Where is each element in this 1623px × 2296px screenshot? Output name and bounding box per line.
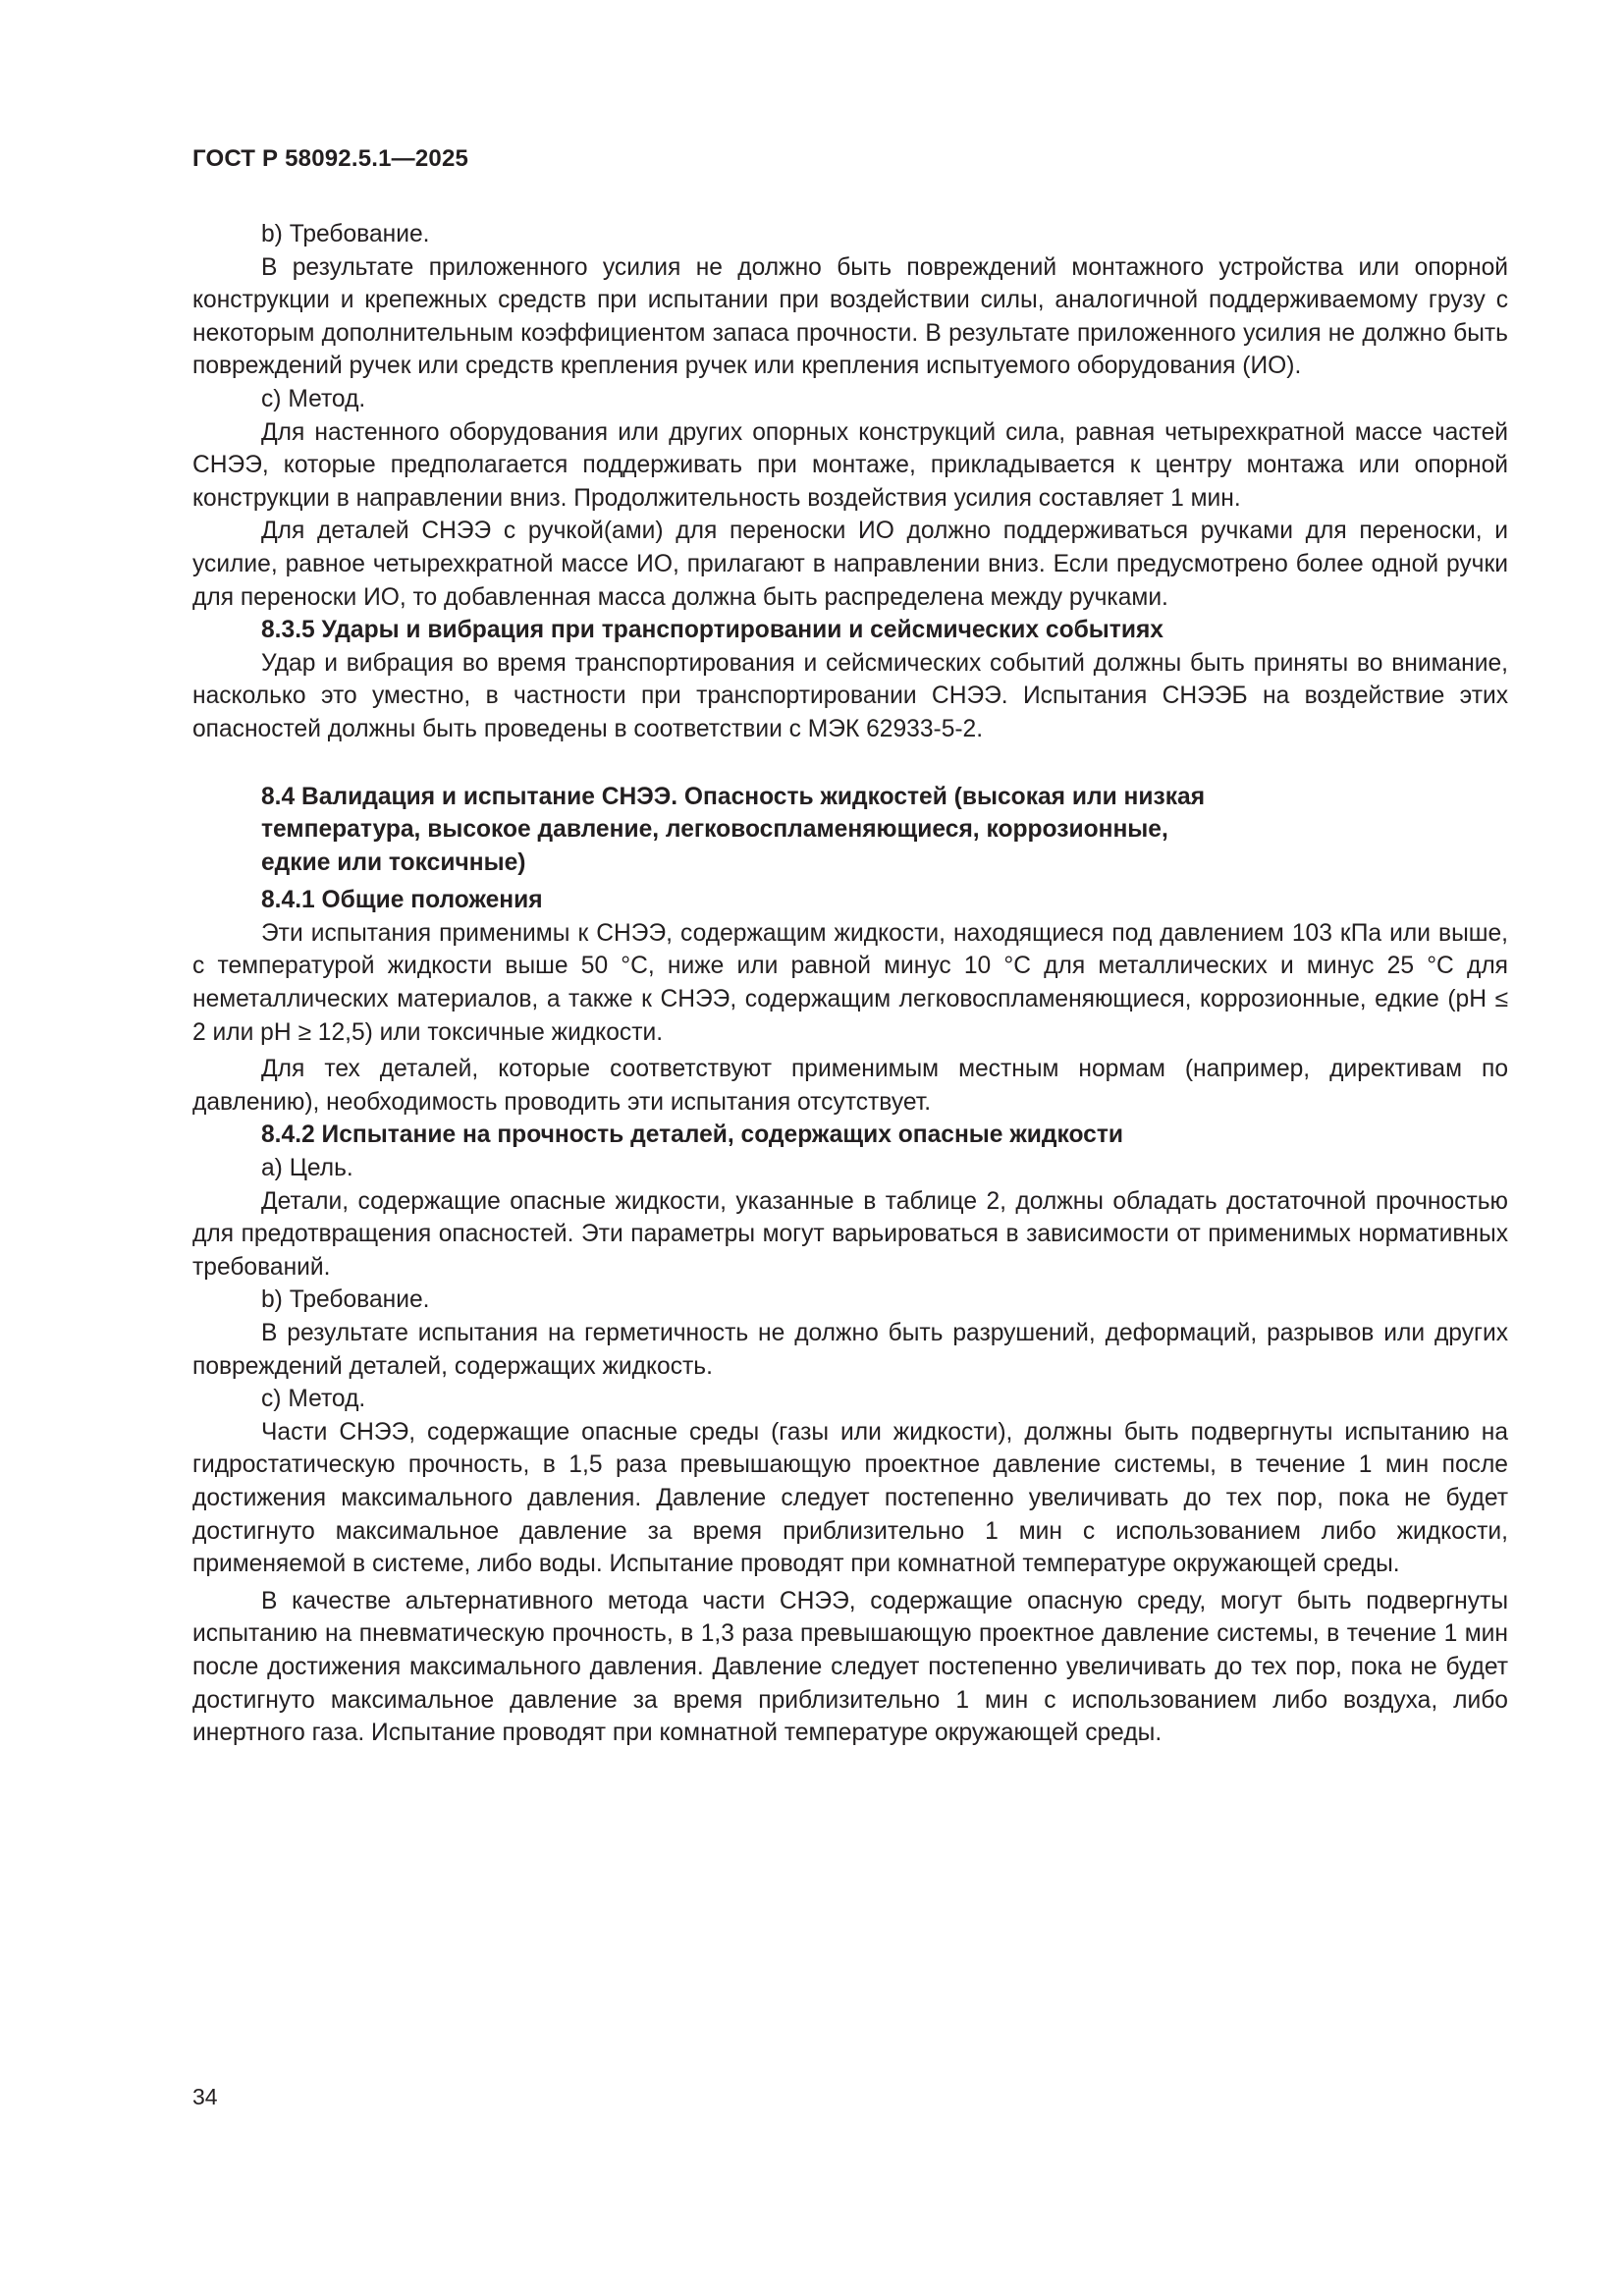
paragraph-pneumatic-test: В качестве альтернативного метода части СНЭЭ, содержащие опасную среду, могут быть подвергнуты испытанию на пневматическую прочность, в 1,3 раза превышающую проектное давление системы, в течение 1 мин после достижения максимального давления. Давление следует постепенно увеличивать до тех пор, пока не будет достигнуто максимальное давление за время приблизительно 1 мин с использованием либо воздуха, либо инертного газа. Испытание проводят при комнатной температуре окружающей среды. [192, 1587, 1508, 1747]
section-heading-8-4-2: 8.4.2 Испытание на прочность деталей, содержащих опасные жидкости [261, 1121, 1124, 1149]
section-heading-8-4-line-2: температура, высокое давление, легковоспламеняющиеся, коррозионные, [261, 816, 1168, 844]
paragraph-applicability: Эти испытания применимы к СНЭЭ, содержащим жидкости, находящиеся под давлением 103 кПа или выше, с температурой жидкости выше 50 °С, ниже или равной минус 10 °С для металлических и минус 25 °С для неметаллических материалов, а также к СНЭЭ, содержащим легковоспламеняющиеся, коррозионные, едкие (pH ≤ 2 или pH ≥ 12,5) или токсичные жидкости. [192, 919, 1508, 1046]
paragraph-requirement-label: b) Требование. [261, 221, 430, 247]
section-heading-8-4-line-3: едкие или токсичные) [261, 848, 526, 876]
paragraph-requirement-label-2: b) Требование. [261, 1286, 430, 1314]
section-heading-8-3-5: 8.3.5 Удары и вибрация при транспортировании и сейсмических событиях [261, 617, 1163, 644]
paragraph-goal-label: a) Цель. [261, 1155, 353, 1182]
paragraph-method-wall-equipment: Для настенного оборудования или других опорных конструкций сила, равная четырехкратной массе частей СНЭЭ, которые предполагается поддерживать при монтаже, прикладывается к центру монтажа или опорной конструкции в направлении вниз. Продолжительность воздействия усилия составляет 1 мин. [192, 418, 1508, 512]
paragraph-requirement-text: В результате приложенного усилия не должно быть повреждений монтажного устройства или опорной конструкции и крепежных средств при испытании при воздействии силы, аналогичной поддерживаемому грузу с некоторым дополнительным коэффициентом запаса прочности. В результате приложенного усилия не должно быть повреждений ручек или средств крепления ручек или крепления испытуемого оборудования (ИО). [192, 253, 1508, 380]
section-heading-8-4 [192, 781, 1508, 880]
paragraph-goal-text: Детали, содержащие опасные жидкости, указанные в таблице 2, должны обладать достаточной прочностью для предотвращения опасностей. Эти параметры могут варьироваться в зависимости от применимых нормативных требований. [192, 1187, 1508, 1281]
paragraph-hydrostatic-test: Части СНЭЭ, содержащие опасные среды (газы или жидкости), должны быть подвергнуты испытанию на гидростатическую прочность, в 1,5 раза превышающую проектное давление системы, в течение 1 мин после достижения максимального давления. Давление следует постепенно увеличивать до тех пор, пока не будет достигнуто максимальное давление за время приблизительно 1 мин с использованием либо жидкости, применяемой в системе, либо воды. Испытание проводят при комнатной температуре окружающей среды. [192, 1418, 1508, 1578]
paragraph-requirement-text-2: В результате испытания на герметичность не должно быть разрушений, деформаций, разрывов или других повреждений деталей, содержащих жидкость. [192, 1320, 1508, 1380]
paragraph-shock-vibration: Удар и вибрация во время транспортирования и сейсмических событий должны быть приняты во внимание, насколько это уместно, в частности при транспортировании СНЭЭ. Испытания СНЭЭБ на воздействие этих опасностей должны быть проведены в соответствии с МЭК 62933-5-2. [192, 649, 1508, 742]
document-header-code: ГОСТ Р 58092.5.1—2025 [192, 145, 469, 172]
paragraph-method-carry-handles: Для деталей СНЭЭ с ручкой(ами) для переноски ИО должно поддерживаться ручками для переноски, и усилие, равное четырехкратной массе ИО, прилагают в направлении вниз. Если предусмотрено более одной ручки для переноски ИО, то добавленная масса должна быть распределена между ручками. [192, 518, 1508, 611]
paragraph-method-label-2: с) Метод. [261, 1386, 366, 1413]
paragraph-local-norms: Для тех деталей, которые соответствуют применимым местным нормам (например, директивам по давлению), необходимость проводить эти испытания отсутствует. [192, 1056, 1508, 1116]
section-heading-8-4-line-1: 8.4 Валидация и испытание СНЭЭ. Опасность жидкостей (высокая или низкая [261, 783, 1206, 810]
document-body [192, 218, 1508, 1750]
section-heading-8-4-1: 8.4.1 Общие положения [261, 887, 543, 914]
page-number: 34 [192, 2084, 218, 2109]
paragraph-method-label: с) Метод. [261, 385, 366, 412]
